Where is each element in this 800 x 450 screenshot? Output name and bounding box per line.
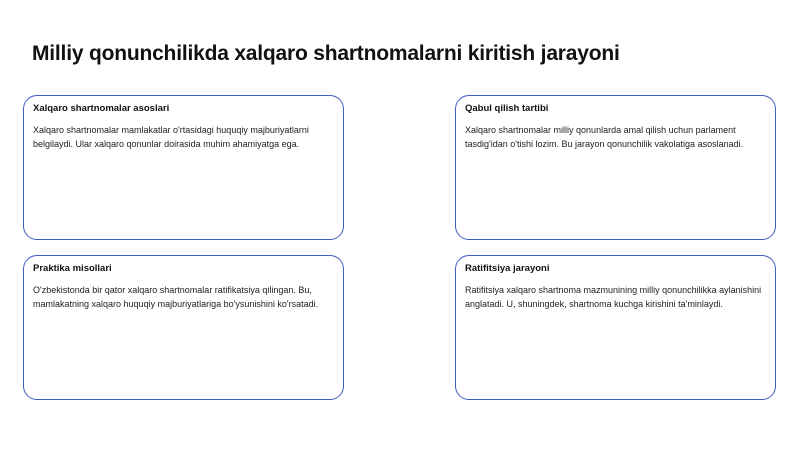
card-xalqaro-shartnomalar-asoslari <box>23 95 344 240</box>
card-body: Xalqaro shartnomalar milliy qonunlarda amal qilish uchun parlament tasdig'idan o'tishi lozim. Bu jarayon qonunchilik vakolatiga asoslanadi. <box>465 125 744 149</box>
card-body: Ratifitsiya xalqaro shartnoma mazmunining milliy qonunchilikka aylanishini anglatadi. U, shuningdek, shartnoma kuchga kirishini ta'minlaydi. <box>465 285 762 309</box>
card-qabul-qilish-tartibi <box>455 95 776 240</box>
card-heading: Praktika misollari <box>33 263 112 274</box>
slide-title: Milliy qonunchilikda xalqaro shartnomalarni kiritish jarayoni <box>32 42 620 65</box>
card-heading: Ratifitsiya jarayoni <box>465 263 550 274</box>
card-body: Xalqaro shartnomalar mamlakatlar o'rtasidagi huquqiy majburiyatlarni belgilaydi. Ular xalqaro qonunlar doirasida muhim ahamiyatga ega. <box>33 125 309 149</box>
card-praktika-misollari <box>23 255 344 400</box>
card-ratifitsiya-jarayoni <box>455 255 776 400</box>
card-body: O'zbekistonda bir qator xalqaro shartnomalar ratifikatsiya qilingan. Bu, mamlakatning xalqaro huquqiy majburiyatlariga bo'ysunishini ko'rsatadi. <box>33 285 319 309</box>
card-heading: Qabul qilish tartibi <box>465 103 549 114</box>
card-heading: Xalqaro shartnomalar asoslari <box>33 103 170 114</box>
